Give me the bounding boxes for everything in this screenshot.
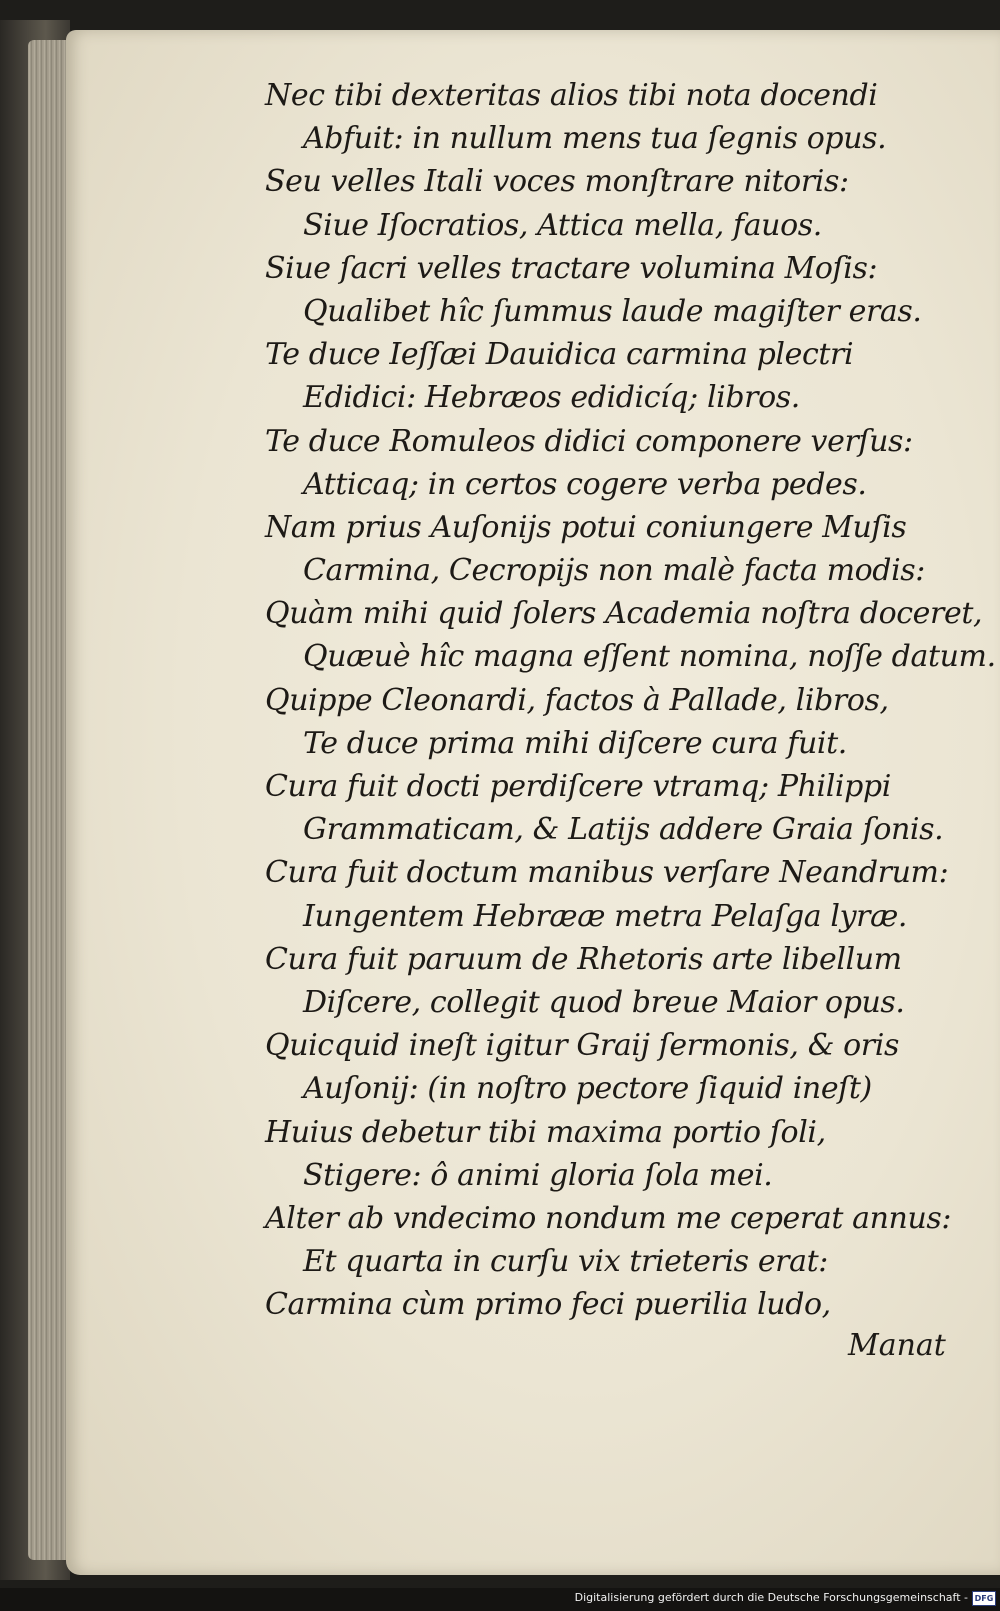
verse-line: Edidici: Hebræos edidicíq; libros. [303, 380, 800, 416]
verse-line: Qualibet hîc ſummus laude magiſter eras. [303, 293, 922, 329]
verse-line: Quàm mihi quid ſolers Academia noſtra doceret, [265, 596, 983, 632]
dfg-logo: DFG [972, 1591, 996, 1606]
verse-line: Et quarta in curſu vix trieteris erat: [303, 1244, 828, 1280]
catchword: Manat [848, 1328, 946, 1363]
funding-credit: Digitalisierung gefördert durch die Deutsche Forschungsgemeinschaft - [574, 1591, 968, 1604]
verse-line: Cura fuit docti perdiſcere vtramq; Philippi [265, 769, 891, 804]
verse-line: Carmina cùm primo feci puerilia ludo, [265, 1287, 831, 1323]
verse-line: Te duce Ieſſæi Dauidica carmina plectri [265, 337, 854, 373]
verse-line: Seu velles Itali voces monſtrare nitoris: [265, 164, 849, 200]
verse-line: Te duce prima mihi diſcere cura fuit. [303, 725, 847, 761]
verse-line: Nam prius Auſonijs potui coniungere Muſis [265, 509, 907, 545]
verse-line: Grammaticam, & Latijs addere Graia ſonis. [303, 812, 944, 848]
verse-line: Cura fuit paruum de Rhetoris arte libellum [265, 941, 902, 977]
verse-line: Siue ſacri velles tractare volumina Moſis: [265, 250, 878, 286]
verse-line: Diſcere, collegit quod breue Maior opus. [303, 984, 905, 1020]
poem-text [265, 74, 996, 1326]
verse-line: Alter ab vndecimo nondum me ceperat annus: [265, 1200, 952, 1236]
verse-line: Atticaq; in certos cogere verba pedes. [303, 466, 867, 502]
verse-line: Quippe Cleonardi, factos à Pallade, libros, [265, 682, 889, 718]
verse-line: Nec tibi dexteritas alios tibi nota docendi [265, 78, 878, 113]
verse-line: Stigere: ô animi gloria ſola mei. [303, 1157, 773, 1193]
verse-line: Siue Iſocratios, Attica mella, fauos. [303, 207, 822, 243]
verse-line: Huius debetur tibi maxima portio ſoli, [265, 1114, 826, 1150]
digitization-footer [0, 1588, 1000, 1611]
verse-line: Carmina, Cecropijs non malè facta modis: [303, 553, 925, 589]
verse-line: Abfuit: in nullum mens tua ſegnis opus. [303, 121, 887, 157]
verse-line: Te duce Romuleos didici componere verſus: [265, 423, 913, 459]
verse-line: Cura fuit doctum manibus verſare Neandrum: [265, 855, 949, 891]
verse-line: Iungentem Hebrææ metra Pelaſga lyræ. [303, 898, 907, 934]
verse-line: Quæuè hîc magna eſſent nomina, noſſe datum. [303, 639, 996, 675]
verse-line: Auſonij: (in noſtro pectore ſiquid ineſt) [303, 1071, 872, 1107]
verse-line: Quicquid ineſt igitur Graij ſermonis, & oris [265, 1028, 899, 1064]
